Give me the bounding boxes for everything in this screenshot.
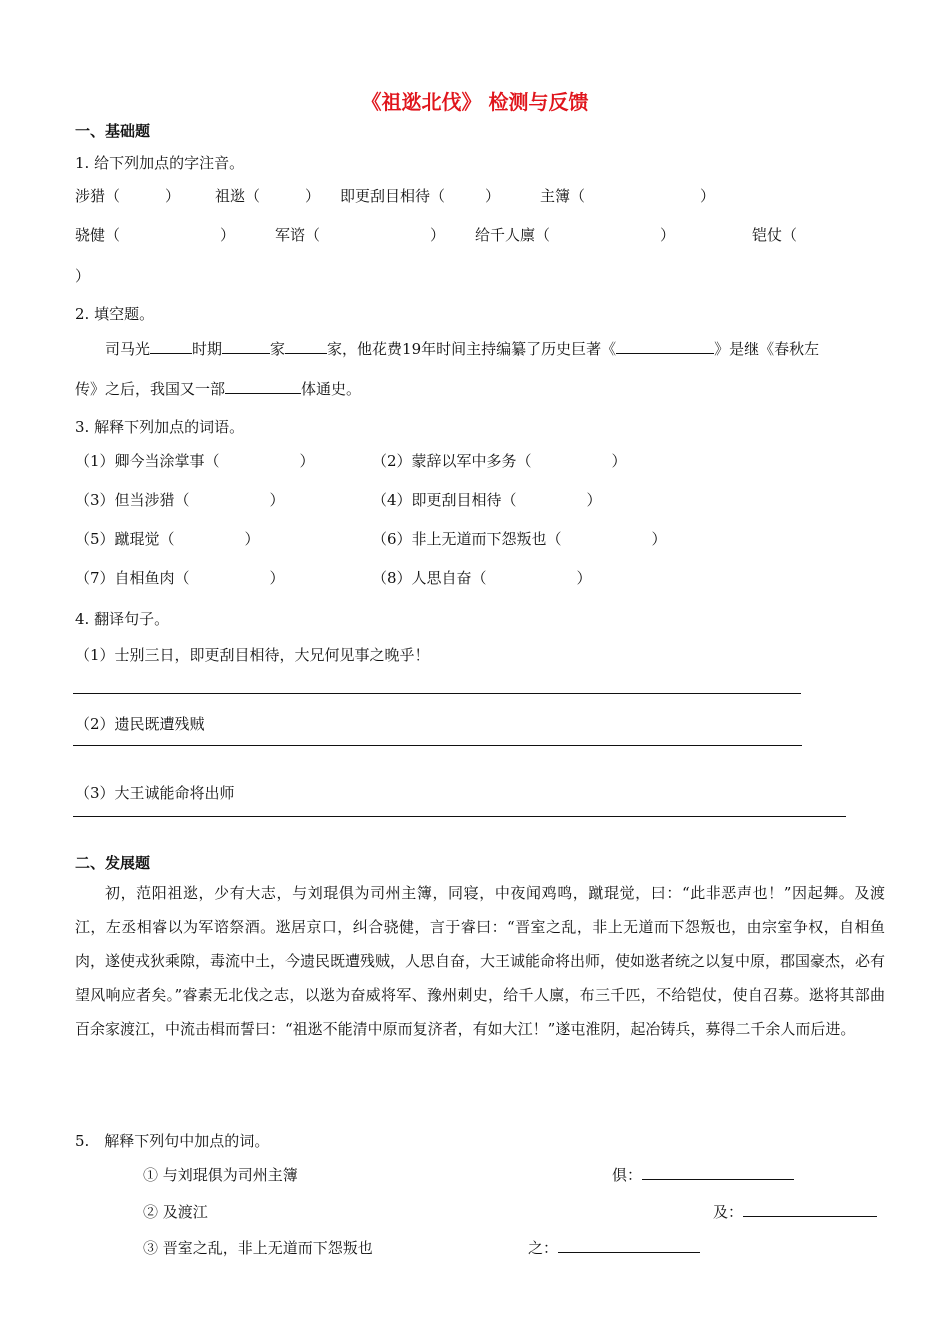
q1-item-7: 给千人廪（ ） — [475, 226, 676, 244]
question-2-label: 2. 填空题。 — [75, 305, 155, 323]
q3-item-7: （7）自相鱼肉（ ） — [75, 569, 285, 587]
q1-item-8-close: ） — [75, 267, 91, 285]
question-4-label: 4. 翻译句子。 — [75, 610, 170, 628]
q1-item-1: 涉猎（ ） — [75, 187, 181, 205]
q5-key-3: 之： — [528, 1237, 700, 1258]
blank[interactable] — [743, 1202, 877, 1217]
answer-line-2[interactable] — [73, 745, 802, 746]
answer-line-3[interactable] — [73, 816, 846, 817]
page-title: 《祖逖北伐》 检测与反馈 — [361, 90, 589, 114]
question-5-label: 5. 解释下列句中加点的词。 — [75, 1132, 270, 1150]
section-heading-development: 二、发展题 — [75, 854, 151, 872]
q1-item-8-text: 铠仗（ — [752, 226, 798, 244]
q1-item-8 — [752, 224, 797, 245]
blank[interactable] — [222, 339, 270, 354]
blank[interactable] — [558, 1238, 700, 1253]
q4-sentence-1: （1）士别三日，即更刮目相待，大兄何见事之晚乎！ — [75, 646, 430, 664]
q2-line-1: 司马光 时期 家 家，他花费19年时间主持编纂了历史巨著《 》是继《春秋左 — [105, 340, 820, 358]
q3-item-6: （6）非上无道而下怨叛也（ ） — [372, 530, 667, 548]
q5-key-1: 俱： — [612, 1164, 794, 1185]
answer-line-1[interactable] — [73, 693, 801, 694]
q1-item-2: 祖逖（ ） — [215, 187, 321, 205]
q1-item-2-text: 祖逖（ — [215, 187, 261, 205]
q1-item-3-text: 即更刮目相待（ — [340, 187, 446, 205]
q2-line-2: 传》之后，我国又一部 体通史。 — [75, 380, 362, 398]
blank[interactable] — [225, 379, 301, 394]
question-3-label: 3. 解释下列加点的词语。 — [75, 418, 245, 436]
q1-item-6: 军谘（ ） — [275, 226, 446, 244]
question-1-label: 1. 给下列加点的字注音。 — [75, 154, 245, 172]
blank[interactable] — [616, 339, 714, 354]
q1-item-3: 即更刮目相待（ ） — [340, 187, 501, 205]
q1-item-5: 骁健（ ） — [75, 226, 236, 244]
q3-item-8: （8）人思自奋（ ） — [372, 569, 592, 587]
q5-sentence-3: ③ 晋室之乱，非上无道而下怨叛也 — [143, 1239, 373, 1257]
q1-item-1-text: 涉猎（ — [75, 187, 121, 205]
q1-item-7-text: 给千人廪（ — [475, 226, 551, 244]
q5-sentence-1: ① 与刘琨俱为司州主簿 — [143, 1166, 298, 1184]
q3-item-4: （4）即更刮目相待（ ） — [372, 491, 602, 509]
q3-item-2: （2）蒙辞以军中多务（ ） — [372, 452, 627, 470]
q3-item-3: （3）但当涉猎（ ） — [75, 491, 285, 509]
passage: 初，范阳祖逖，少有大志，与刘琨俱为司州主簿，同寝，中夜闻鸡鸣，蹴琨觉，曰：“此非恶声也！”因起舞。及渡江，左丞相睿以为军谘祭酒。逖居京口，纠合骁健，言于睿曰：“晋室之乱，非上无道而下怨叛也，由宗室争权，自相鱼肉，遂使戎狄乘隙，毒流中土，今遗民既遭残贼，人思自奋，大王诚能命将出师，使如逖者统之以复中原，郡国豪杰，必有望风响应者矣。”睿素无北伐之志，以逖为奋威将军、豫州刺史，给千人廪，布三千匹，不给铠仗，使自召募。逖将其部曲百余家渡江，中流击楫而誓曰：“祖逖不能清中原而复济者，有如大江！”遂屯淮阴，起冶铸兵，募得二千余人而后进。 — [75, 884, 886, 1038]
q4-sentence-3: （3）大王诚能命将出师 — [75, 784, 235, 802]
q5-sentence-2: ② 及渡江 — [143, 1203, 208, 1221]
q1-item-4-text: 主簿（ — [540, 187, 586, 205]
q4-sentence-2: （2）遗民既遭残贼 — [75, 715, 205, 733]
blank[interactable] — [285, 339, 327, 354]
q1-item-4: 主簿（ ） — [540, 187, 716, 205]
q5-key-2: 及： — [713, 1201, 877, 1222]
blank[interactable] — [642, 1165, 794, 1180]
blank[interactable] — [150, 339, 192, 354]
section-heading-basic: 一、基础题 — [75, 122, 151, 140]
q1-item-6-text: 军谘（ — [275, 226, 321, 244]
q1-item-5-text: 骁健（ — [75, 226, 121, 244]
q3-item-5: （5）蹴琨觉（ ） — [75, 530, 260, 548]
q3-item-1: （1）卿今当涂掌事（ ） — [75, 452, 315, 470]
